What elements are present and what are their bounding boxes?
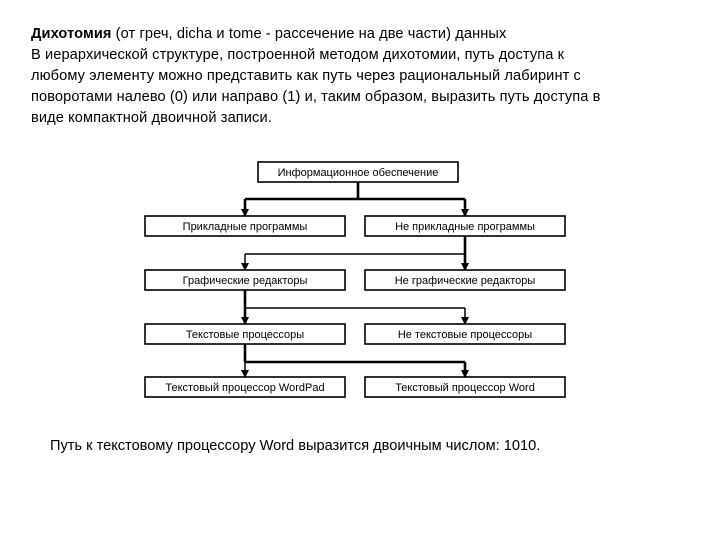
node-level1-right — [365, 216, 565, 236]
term: Дихотомия — [31, 26, 112, 42]
node-level4-right-label: Текстовый процессор Word — [395, 382, 535, 394]
node-level2-left-label: Графические редакторы — [182, 275, 308, 287]
node-level3-left-label: Текстовые процессоры — [185, 329, 305, 341]
intro-line-1: В иерархической структуре, построенной методом дихотомии, путь доступа к — [31, 47, 565, 63]
node-level3-right — [365, 324, 565, 344]
node-root-label: Информационное обеспечение — [277, 167, 439, 179]
node-level3-right-label: Не текстовые процессоры — [397, 329, 533, 341]
intro-line-4: виде компактной двоичной записи. — [31, 110, 272, 126]
term-definition: (от греч, dicha и tome - рассечение на две части) данных — [111, 26, 507, 42]
node-level4-right — [365, 377, 565, 397]
node-level1-right-label: Не прикладные программы — [395, 221, 535, 233]
node-root — [258, 162, 458, 182]
node-level1-left — [145, 216, 345, 236]
node-level3-left — [145, 324, 345, 344]
conclusion-text: Путь к текстовому процессору Word выразится двоичным числом: 1010. — [50, 438, 541, 454]
intro-line-3: поворотами налево (0) или направо (1) и, таким образом, выразить путь доступа в — [31, 89, 601, 105]
node-level2-left — [145, 270, 345, 290]
node-level2-right — [365, 270, 565, 290]
node-level4-left-label: Текстовый процессор WordPad — [165, 382, 325, 394]
node-level4-left — [145, 377, 345, 397]
node-level1-left-label: Прикладные программы — [182, 221, 308, 233]
node-level2-right-label: Не графические редакторы — [394, 275, 536, 287]
intro-line-2: любому элементу можно представить как путь через рациональный лабиринт с — [31, 68, 581, 84]
